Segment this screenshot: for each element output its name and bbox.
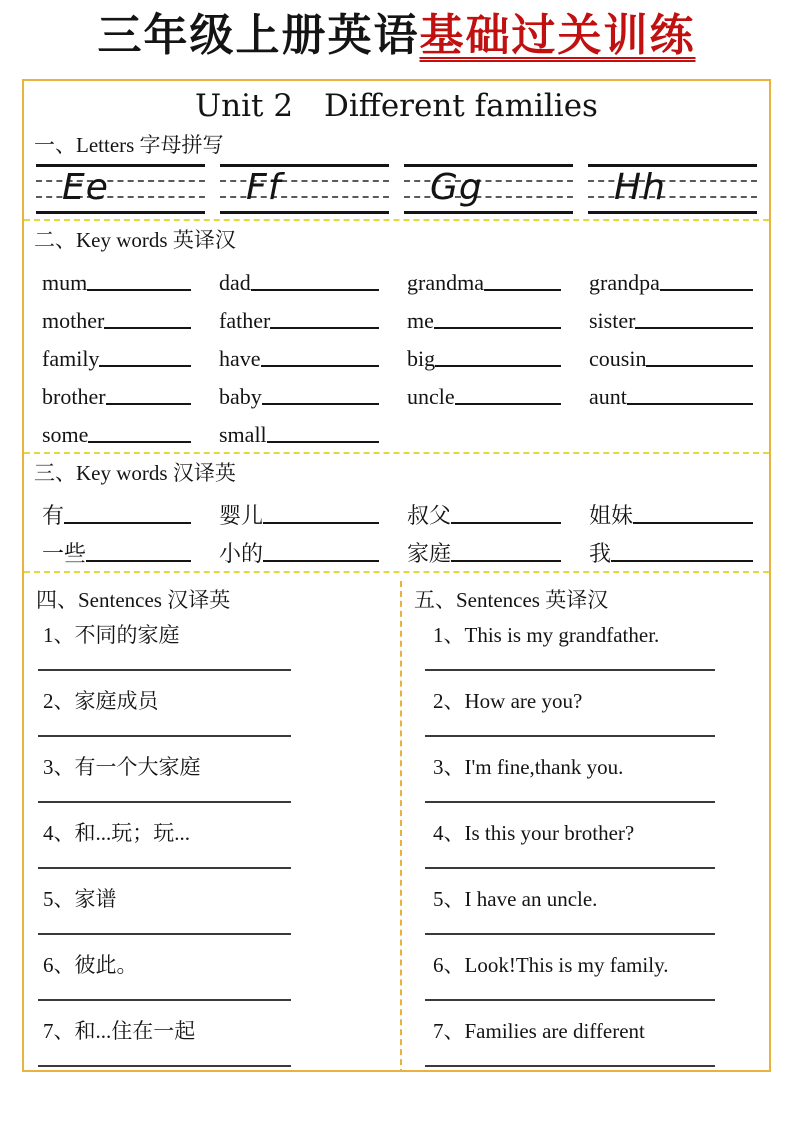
word-blank-item <box>589 490 759 528</box>
word-blank-item <box>589 528 759 566</box>
answer-line <box>38 735 291 737</box>
answer-blank <box>451 560 561 562</box>
sentence-text: 1、不同的家庭 <box>43 623 180 648</box>
word-blank-item <box>407 295 589 333</box>
page-title-black: 三年级上册英语 <box>97 10 420 61</box>
sentence-item <box>414 821 769 869</box>
worksheet-box <box>22 79 771 1072</box>
answer-line <box>425 933 715 935</box>
word-blank-item <box>42 257 219 295</box>
sentences-en-column <box>400 581 769 1071</box>
sentence-item <box>414 1019 769 1067</box>
sentence-text: 3、有一个大家庭 <box>43 755 201 780</box>
sentences-area <box>24 581 769 1071</box>
word-label: cousin <box>589 346 647 372</box>
sentence-item <box>36 887 400 935</box>
sentence-item <box>36 821 400 869</box>
keywords-cn-grid <box>34 490 759 566</box>
section-keywords-cn-heading: 三、Key words 汉译英 <box>34 461 236 486</box>
sentence-text: 6、Look!This is my family. <box>433 953 669 978</box>
section-letters-heading: 一、Letters 字母拼写 <box>34 133 224 158</box>
sentence-text: 1、This is my grandfather. <box>433 623 660 648</box>
section-keywords-en-heading: 二、Key words 英译汉 <box>34 228 236 253</box>
answer-blank <box>633 522 753 524</box>
word-blank-item <box>589 371 759 409</box>
answer-blank <box>263 522 379 524</box>
writing-guide <box>404 164 573 214</box>
answer-line <box>38 933 291 935</box>
word-blank-item <box>219 490 407 528</box>
word-label: baby <box>219 384 262 410</box>
word-label: uncle <box>407 384 455 410</box>
sentence-text: 5、家谱 <box>43 887 117 912</box>
answer-blank <box>611 560 753 562</box>
word-label: brother <box>42 384 106 410</box>
unit-title: Unit 2 Different families <box>195 87 598 124</box>
word-label: me <box>407 308 434 334</box>
sentence-item <box>36 1019 400 1067</box>
writing-guide <box>588 164 757 214</box>
word-label: have <box>219 346 261 372</box>
answer-line <box>38 999 291 1001</box>
section-separator <box>24 571 769 573</box>
page-title <box>0 10 793 63</box>
sentence-text: 6、彼此。 <box>43 953 138 978</box>
word-blank-item <box>42 333 219 371</box>
word-blank-item <box>589 295 759 333</box>
letter-writing-guides <box>34 162 759 214</box>
word-label: family <box>42 346 100 372</box>
guide-letter: Ff <box>246 167 282 209</box>
answer-blank <box>635 327 753 329</box>
answer-line <box>425 867 715 869</box>
word-label: small <box>219 422 267 448</box>
guide-letter: Gg <box>430 167 483 209</box>
page-title-red: 基础过关训练 <box>419 10 696 61</box>
word-label: dad <box>219 270 251 296</box>
word-label: father <box>219 308 271 334</box>
word-blank-item <box>42 295 219 333</box>
sentence-item <box>414 623 769 671</box>
answer-blank <box>646 365 753 367</box>
writing-guide <box>36 164 205 214</box>
sentence-text: 4、和...玩；玩... <box>43 821 190 846</box>
answer-blank <box>660 289 753 291</box>
word-blank-item <box>407 371 589 409</box>
word-blank-item <box>42 371 219 409</box>
word-label: mum <box>42 270 88 296</box>
word-blank-item <box>42 490 219 528</box>
sentence-item <box>36 755 400 803</box>
word-blank-item <box>407 257 589 295</box>
word-label: 一些 <box>42 541 87 567</box>
word-blank-item <box>219 528 407 566</box>
answer-line <box>425 735 715 737</box>
guide-letter: Ee <box>62 167 109 209</box>
answer-blank <box>106 403 191 405</box>
answer-line <box>425 669 715 671</box>
word-blank-item <box>219 295 407 333</box>
answer-line <box>425 999 715 1001</box>
word-blank-item <box>42 409 219 447</box>
word-label: big <box>407 346 436 372</box>
word-blank-item <box>219 257 407 295</box>
answer-blank <box>261 365 379 367</box>
writing-guide <box>220 164 389 214</box>
answer-blank <box>64 522 191 524</box>
section-separator <box>24 219 769 221</box>
worksheet-page <box>0 10 793 1072</box>
word-blank-item <box>589 333 759 371</box>
answer-line <box>38 669 291 671</box>
answer-blank <box>86 560 191 562</box>
answer-blank <box>251 289 379 291</box>
sentence-item <box>36 689 400 737</box>
section-sentences-cn-heading: 四、Sentences 汉译英 <box>36 588 231 613</box>
word-label: grandma <box>407 270 484 296</box>
section-sentences-en-heading: 五、Sentences 英译汉 <box>414 588 609 613</box>
word-label: some <box>42 422 89 448</box>
answer-blank <box>267 441 379 443</box>
word-label: 姐妹 <box>589 503 634 529</box>
word-label: 家庭 <box>407 541 452 567</box>
answer-blank <box>627 403 753 405</box>
answer-blank <box>87 289 191 291</box>
word-blank-item <box>219 409 407 447</box>
answer-blank <box>99 365 191 367</box>
answer-blank <box>270 327 379 329</box>
answer-blank <box>88 441 191 443</box>
word-blank-item <box>407 490 589 528</box>
sentence-text: 4、Is this your brother? <box>433 821 635 846</box>
guide-letter: Hh <box>614 167 666 209</box>
word-label: sister <box>589 308 636 334</box>
word-label: 小的 <box>219 541 264 567</box>
answer-line <box>425 801 715 803</box>
word-label: 我 <box>589 541 612 567</box>
word-label: 有 <box>42 503 65 529</box>
sentence-item <box>414 887 769 935</box>
sentence-item <box>36 953 400 1001</box>
answer-blank <box>455 403 561 405</box>
word-label: mother <box>42 308 105 334</box>
word-blank-item <box>407 528 589 566</box>
answer-blank <box>435 365 561 367</box>
word-blank-item <box>42 528 219 566</box>
sentence-item <box>414 755 769 803</box>
answer-blank <box>484 289 561 291</box>
answer-blank <box>104 327 191 329</box>
word-blank-item <box>407 333 589 371</box>
word-blank-item <box>589 257 759 295</box>
answer-blank <box>262 403 379 405</box>
keywords-en-grid <box>34 257 759 447</box>
answer-line <box>38 801 291 803</box>
answer-line <box>38 867 291 869</box>
word-label: 叔父 <box>407 503 452 529</box>
word-blank-item <box>219 371 407 409</box>
sentence-text: 5、I have an uncle. <box>433 887 598 912</box>
sentence-text: 3、I'm fine,thank you. <box>433 755 624 780</box>
word-blank-item <box>219 333 407 371</box>
sentence-text: 2、家庭成员 <box>43 689 159 714</box>
sentence-text: 7、和...住在一起 <box>43 1019 196 1044</box>
word-label: 婴儿 <box>219 503 264 529</box>
sentence-item <box>414 689 769 737</box>
sentence-item <box>36 623 400 671</box>
section-separator <box>24 452 769 454</box>
answer-line <box>38 1065 291 1067</box>
answer-blank <box>434 327 561 329</box>
sentence-item <box>414 953 769 1001</box>
sentences-cn-column <box>24 581 400 1071</box>
word-label: aunt <box>589 384 627 410</box>
sentence-text: 2、How are you? <box>433 689 583 714</box>
sentence-text: 7、Families are different <box>433 1019 645 1044</box>
answer-blank <box>263 560 379 562</box>
answer-line <box>425 1065 715 1067</box>
answer-blank <box>451 522 561 524</box>
word-label: grandpa <box>589 270 660 296</box>
